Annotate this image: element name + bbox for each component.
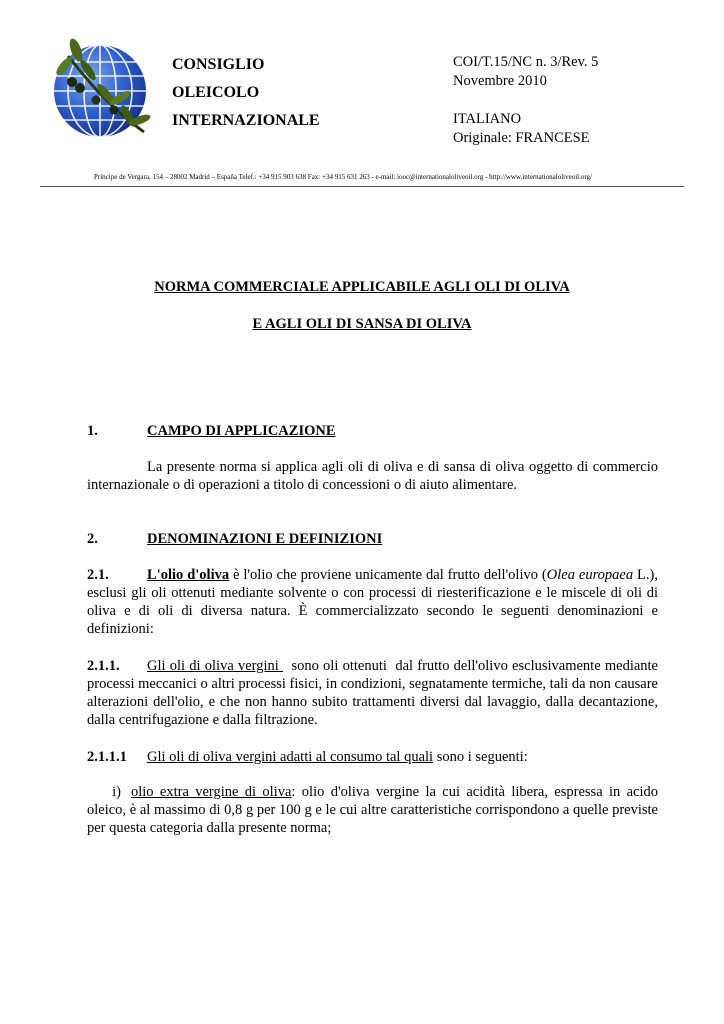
list-item-label: i)	[112, 784, 121, 800]
document-date: Novembre 2010	[453, 73, 547, 89]
defined-term: Gli oli di oliva vergini	[147, 658, 284, 674]
clause-text: sono i seguenti:	[433, 749, 528, 765]
section-number: 1.	[87, 423, 98, 439]
header-divider	[40, 186, 684, 187]
clause-text: sono oli ottenuti dal frutto dell'olivo esclusivamente mediante processi meccanici o altri processi fisici, in condizioni, segnatamente termiche, tali da non causare alterazioni dell'olio, e che non hanno subito trattamenti diversi dal lavaggio, dalla decantazione, dalla centrifugazione e dalla filtrazione.	[87, 658, 662, 728]
clause-number: 2.1.1.1	[87, 749, 127, 765]
clause-text: : olio d'oliva vergine la cui acidità libera, espressa in acido oleico, è al massimo di 0,8 g per 100 g e le cui altre caratteristiche corrispondono a quelle previste per questa categoria dalla presente norma;	[87, 784, 658, 836]
original-language: Originale: FRANCESE	[453, 130, 590, 146]
section-number: 2.	[87, 531, 98, 547]
section-heading: DENOMINAZIONI E DEFINIZIONI	[147, 531, 383, 547]
species-name: Olea europaea	[546, 567, 634, 583]
definition-paragraph	[87, 657, 662, 729]
clause-number: 2.1.1.	[87, 658, 120, 674]
document-code: COI/T.15/NC n. 3/Rev. 5	[453, 54, 599, 70]
org-name-line: OLEICOLO	[172, 84, 260, 101]
address-line: Príncipe de Vergara, 154 – 28002 Madrid – España Telef.: +34 915 903 638 Fax: +34 915 631 263 - e-mail: iooc@internationaloliveoil.org - http://www.internationaloliveoil.org/	[94, 173, 592, 181]
org-name	[172, 51, 320, 135]
defined-term: L'olio d'oliva	[147, 567, 230, 583]
section-heading: CAMPO DI APPLICAZIONE	[147, 423, 336, 439]
clause-number: 2.1.	[87, 567, 109, 583]
clause-text: L.), esclusi gli oli ottenuti mediante solvente o con processi di riesterificazione e le miscele di oli di oliva e di oli di diversa natura. È commercializzato secondo le seguenti denominazioni e definizioni:	[87, 567, 658, 637]
defined-term: olio extra vergine di oliva	[131, 784, 292, 800]
defined-term: Gli oli di oliva vergini adatti al consumo tal quali	[147, 749, 434, 765]
clause-text: è l'olio che proviene unicamente dal frutto dell'olivo (	[229, 567, 547, 583]
document-reference	[453, 53, 598, 148]
document-title-line2: E AGLI OLI DI SANSA DI OLIVA	[252, 316, 472, 332]
definition-paragraph	[87, 566, 658, 638]
definition-paragraph	[87, 748, 658, 766]
org-name-line: CONSIGLIO	[172, 56, 265, 73]
coi-logo	[48, 36, 160, 142]
section-paragraph: La presente norma si applica agli oli di oliva e di sansa di oliva oggetto di commercio internazionale o di operazioni a titolo di concessioni o di aiuto alimentare.	[87, 459, 658, 493]
list-item	[87, 783, 658, 837]
document-language: ITALIANO	[453, 111, 522, 127]
document-title-line1: NORMA COMMERCIALE APPLICABILE AGLI OLI DI OLIVA	[154, 279, 570, 295]
org-name-line: INTERNAZIONALE	[172, 112, 320, 129]
